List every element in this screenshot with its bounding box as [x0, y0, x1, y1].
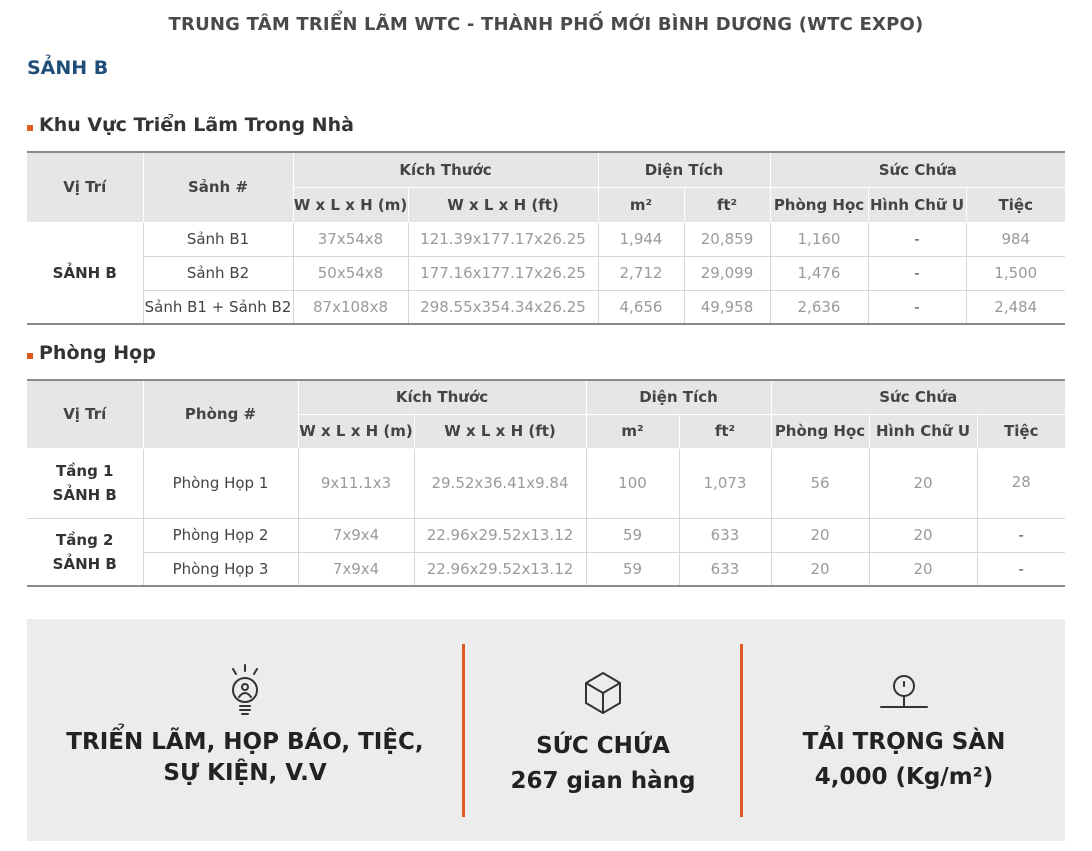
- meeting-table: [27, 379, 1065, 587]
- header-classroom: Phòng Học: [771, 414, 869, 448]
- room-cell: Phòng Họp 2: [143, 518, 298, 552]
- bullet-square-icon: [27, 353, 33, 359]
- events-line2: SỰ KIỆN, V.V: [163, 760, 327, 786]
- ft2-cell: 633: [679, 518, 771, 552]
- m2-cell: 4,656: [598, 290, 684, 324]
- floor1-line1: Tầng 1: [56, 462, 114, 480]
- u-shape-cell: 20: [869, 518, 977, 552]
- dim-ft-cell: 298.55x354.34x26.25: [408, 290, 598, 324]
- u-shape-cell: 20: [869, 552, 977, 586]
- events-info: [27, 619, 463, 841]
- header-u-shape: Hình Chữ U: [869, 414, 977, 448]
- dim-m-cell: 37x54x8: [293, 222, 408, 256]
- banquet-cell: -: [977, 552, 1065, 586]
- dim-m-cell: 7x9x4: [298, 518, 414, 552]
- u-shape-cell: -: [868, 290, 966, 324]
- dim-m-cell: 9x11.1x3: [298, 448, 414, 518]
- dim-ft-cell: 121.39x177.17x26.25: [408, 222, 598, 256]
- dim-ft-cell: 29.52x36.41x9.84: [414, 448, 586, 518]
- m2-cell: 2,712: [598, 256, 684, 290]
- ft2-cell: 49,958: [684, 290, 770, 324]
- hall-cell: Sảnh B1 + Sảnh B2: [143, 290, 293, 324]
- location-cell: SẢNH B: [27, 222, 143, 324]
- header-m2: m²: [586, 414, 679, 448]
- m2-cell: 59: [586, 518, 679, 552]
- u-shape-cell: 20: [869, 448, 977, 518]
- meeting-section-label: Phòng Họp: [39, 342, 156, 364]
- ft2-cell: 633: [679, 552, 771, 586]
- ft2-cell: 1,073: [679, 448, 771, 518]
- table-row: [27, 290, 1065, 324]
- ft2-cell: 29,099: [684, 256, 770, 290]
- events-line1: TRIỂN LÃM, HỌP BÁO, TIỆC,: [66, 729, 424, 755]
- table-row: [27, 222, 1065, 256]
- dim-ft-cell: 22.96x29.52x13.12: [414, 518, 586, 552]
- meeting-section-title: [27, 342, 156, 364]
- table-row: [27, 256, 1065, 290]
- header-dim-ft: W x L x H (ft): [408, 187, 598, 222]
- header-banquet: Tiệc: [966, 187, 1065, 222]
- banquet-cell: 984: [966, 222, 1065, 256]
- header-location: Vị Trí: [27, 380, 143, 448]
- header-dimensions: Kích Thước: [293, 152, 598, 187]
- banquet-cell: 1,500: [966, 256, 1065, 290]
- header-dim-m: W x L x H (m): [298, 414, 414, 448]
- floor-load-info: [743, 619, 1065, 841]
- header-area: Diện Tích: [598, 152, 770, 187]
- floor2-line1: Tầng 2: [56, 530, 114, 549]
- classroom-cell: 1,476: [770, 256, 868, 290]
- hall-cell: Sảnh B1: [143, 222, 293, 256]
- classroom-cell: 2,636: [770, 290, 868, 324]
- table-row: [27, 552, 1065, 586]
- bullet-square-icon: [27, 125, 33, 131]
- lightbulb-icon: [225, 663, 265, 723]
- u-shape-cell: -: [868, 222, 966, 256]
- floor-load-value: 4,000 (Kg/m²): [814, 764, 994, 790]
- banquet-cell: 2,484: [966, 290, 1065, 324]
- dim-ft-cell: 177.16x177.17x26.25: [408, 256, 598, 290]
- cube-icon: [584, 671, 622, 719]
- header-banquet: Tiệc: [977, 414, 1065, 448]
- capacity-info: [465, 619, 741, 841]
- dim-m-cell: 50x54x8: [293, 256, 408, 290]
- hall-cell: Sảnh B2: [143, 256, 293, 290]
- floor-load-label: TẢI TRỌNG SÀN: [802, 729, 1006, 755]
- hall-title: SẢNH B: [27, 57, 109, 79]
- floor-load-icon: [879, 673, 929, 713]
- capacity-label: SỨC CHỨA: [536, 733, 670, 759]
- capacity-value: 267 gian hàng: [510, 768, 696, 794]
- header-m2: m²: [598, 187, 684, 222]
- header-capacity: Sức Chứa: [771, 380, 1065, 414]
- header-dimensions: Kích Thước: [298, 380, 586, 414]
- classroom-cell: 20: [771, 518, 869, 552]
- table-row: [27, 518, 1065, 552]
- dim-m-cell: 87x108x8: [293, 290, 408, 324]
- header-u-shape: Hình Chữ U: [868, 187, 966, 222]
- header-capacity: Sức Chứa: [770, 152, 1065, 187]
- classroom-cell: 56: [771, 448, 869, 518]
- room-cell: Phòng Họp 1: [143, 448, 298, 518]
- header-dim-m: W x L x H (m): [293, 187, 408, 222]
- classroom-cell: 20: [771, 552, 869, 586]
- m2-cell: 100: [586, 448, 679, 518]
- floor2-line2: SẢNH B: [52, 554, 117, 573]
- exhibition-section-title: [27, 114, 354, 136]
- u-shape-cell: -: [868, 256, 966, 290]
- banquet-cell: 28: [977, 448, 1065, 518]
- header-hall: Sảnh #: [143, 152, 293, 222]
- ft2-cell: 20,859: [684, 222, 770, 256]
- table-row: [27, 448, 1065, 518]
- m2-cell: 59: [586, 552, 679, 586]
- banquet-cell: -: [977, 518, 1065, 552]
- header-room: Phòng #: [143, 380, 298, 448]
- header-ft2: ft²: [684, 187, 770, 222]
- dim-ft-cell: 22.96x29.52x13.12: [414, 552, 586, 586]
- header-area: Diện Tích: [586, 380, 771, 414]
- dim-m-cell: 7x9x4: [298, 552, 414, 586]
- exhibition-section-label: Khu Vực Triển Lãm Trong Nhà: [39, 114, 354, 136]
- header-ft2: ft²: [679, 414, 771, 448]
- exhibition-table: [27, 151, 1065, 325]
- room-cell: Phòng Họp 3: [143, 552, 298, 586]
- floor1-line2: SẢNH B: [52, 486, 117, 504]
- m2-cell: 1,944: [598, 222, 684, 256]
- info-panel: [27, 619, 1065, 841]
- floor2-location-cell: [27, 518, 143, 586]
- floor1-location-cell: [27, 448, 143, 518]
- header-classroom: Phòng Học: [770, 187, 868, 222]
- header-dim-ft: W x L x H (ft): [414, 414, 586, 448]
- header-location: Vị Trí: [27, 152, 143, 222]
- page-title: TRUNG TÂM TRIỂN LÃM WTC - THÀNH PHỐ MỚI BÌNH DƯƠNG (WTC EXPO): [168, 14, 924, 35]
- classroom-cell: 1,160: [770, 222, 868, 256]
